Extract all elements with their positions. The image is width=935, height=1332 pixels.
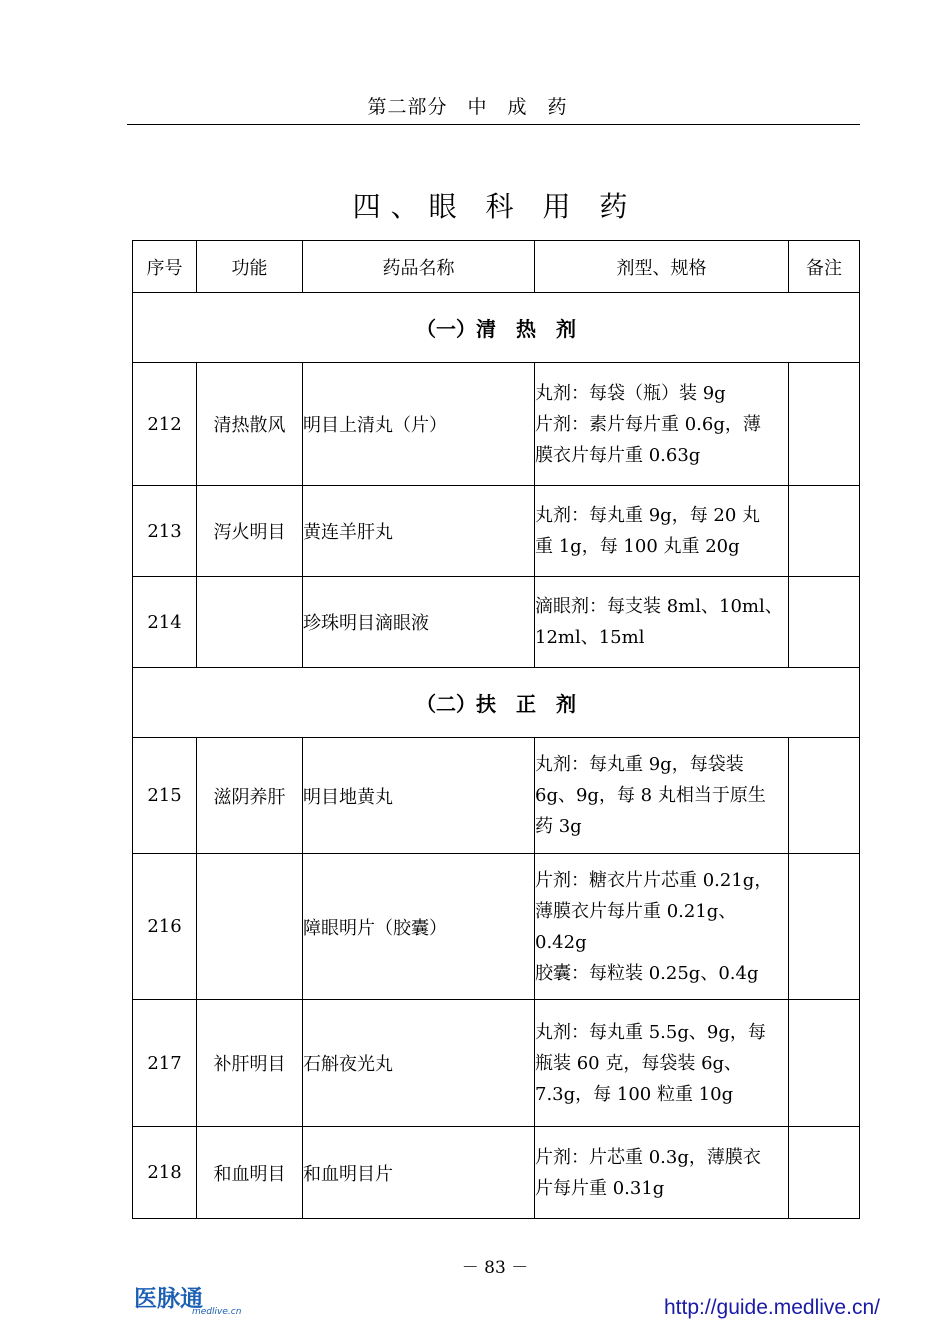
spec-line: 滴眼剂：每支装 8ml、10ml、 — [535, 596, 783, 617]
medlive-logo — [134, 1280, 244, 1320]
row-drug-name: 石斛夜光丸 — [303, 1000, 535, 1127]
row-function: 泻火明目 — [197, 486, 303, 577]
category-label: （二）扶 正 剂 — [133, 668, 860, 738]
row-number: 213 — [133, 486, 197, 577]
spec-line: 薄膜衣片每片重 0.21g、 — [535, 900, 737, 922]
spec-line: 片剂：素片每片重 0.6g，薄 — [535, 413, 761, 435]
row-note — [789, 1000, 860, 1127]
row-number: 218 — [133, 1127, 197, 1219]
row-number: 216 — [133, 854, 197, 1000]
header-rule — [127, 124, 860, 125]
category-label: （一）清 热 剂 — [133, 293, 860, 363]
row-drug-name: 障眼明片（胶囊） — [303, 854, 535, 1000]
row-function: 补肝明目 — [197, 1000, 303, 1127]
spec-line: 片剂：片芯重 0.3g，薄膜衣 — [535, 1146, 761, 1168]
row-spec — [535, 363, 789, 486]
table-row — [133, 577, 860, 668]
col-header-num: 序号 — [133, 241, 197, 293]
table-body — [133, 293, 860, 1219]
row-spec — [535, 738, 789, 854]
spec-line: 膜衣片每片重 0.63g — [535, 444, 701, 466]
table-header-row — [133, 241, 860, 293]
col-header-spec: 剂型、规格 — [535, 241, 789, 293]
table-row — [133, 854, 860, 1000]
spec-line: 丸剂：每袋（瓶）装 9g — [535, 382, 726, 404]
table-row — [133, 738, 860, 854]
row-note — [789, 1127, 860, 1219]
col-header-func: 功能 — [197, 241, 303, 293]
spec-line: 片剂：糖衣片片芯重 0.21g， — [535, 869, 773, 891]
spec-line: 6g、9g，每 8 丸相当于原生 — [535, 785, 766, 806]
row-number: 215 — [133, 738, 197, 854]
page-number: － 83 － — [461, 1258, 529, 1278]
row-note — [789, 486, 860, 577]
row-note — [789, 577, 860, 668]
spec-line: 丸剂：每丸重 9g，每袋装 — [535, 754, 744, 775]
row-drug-name: 和血明目片 — [303, 1127, 535, 1219]
spec-line: 丸剂：每丸重 5.5g、9g，每 — [535, 1021, 766, 1043]
row-drug-name: 明目上清丸（片） — [303, 363, 535, 486]
spec-line: 片每片重 0.31g — [535, 1177, 665, 1199]
row-spec — [535, 1000, 789, 1127]
spec-line: 12ml、15ml — [535, 627, 645, 648]
row-note — [789, 854, 860, 1000]
logo-text: 医脉通 — [134, 1286, 203, 1312]
spec-line: 胶囊：每粒装 0.25g、0.4g — [535, 962, 759, 984]
row-function: 和血明目 — [197, 1127, 303, 1219]
spec-line: 药 3g — [535, 816, 582, 837]
row-function — [197, 854, 303, 1000]
row-drug-name: 黄连羊肝丸 — [303, 486, 535, 577]
row-number: 214 — [133, 577, 197, 668]
category-row — [133, 293, 860, 363]
row-function: 滋阴养肝 — [197, 738, 303, 854]
spec-line: 丸剂：每丸重 9g，每 20 丸 — [535, 505, 761, 526]
row-spec — [535, 1127, 789, 1219]
row-note — [789, 738, 860, 854]
row-spec — [535, 854, 789, 1000]
table-row — [133, 363, 860, 486]
row-spec — [535, 577, 789, 668]
row-drug-name: 明目地黄丸 — [303, 738, 535, 854]
table-row — [133, 1127, 860, 1219]
table-row — [133, 1000, 860, 1127]
spec-line: 瓶装 60 克，每袋装 6g、 — [535, 1052, 743, 1074]
spec-line: 0.42g — [535, 931, 587, 953]
row-number: 212 — [133, 363, 197, 486]
table-row — [133, 486, 860, 577]
drug-table — [132, 240, 860, 1219]
row-spec — [535, 486, 789, 577]
page-title: 四、眼 科 用 药 — [352, 190, 638, 223]
row-function: 清热散风 — [197, 363, 303, 486]
row-function — [197, 577, 303, 668]
logo-subtext: medlive.cn — [192, 1307, 242, 1317]
spec-line: 重 1g，每 100 丸重 20g — [535, 536, 740, 557]
footer-url-link[interactable]: http://guide.medlive.cn/ — [664, 1296, 880, 1319]
row-number: 217 — [133, 1000, 197, 1127]
running-header: 第二部分 中 成 药 — [367, 96, 568, 118]
row-drug-name: 珍珠明目滴眼液 — [303, 577, 535, 668]
spec-line: 7.3g，每 100 粒重 10g — [535, 1083, 734, 1105]
col-header-note: 备注 — [789, 241, 860, 293]
row-note — [789, 363, 860, 486]
category-row — [133, 668, 860, 738]
col-header-name: 药品名称 — [303, 241, 535, 293]
